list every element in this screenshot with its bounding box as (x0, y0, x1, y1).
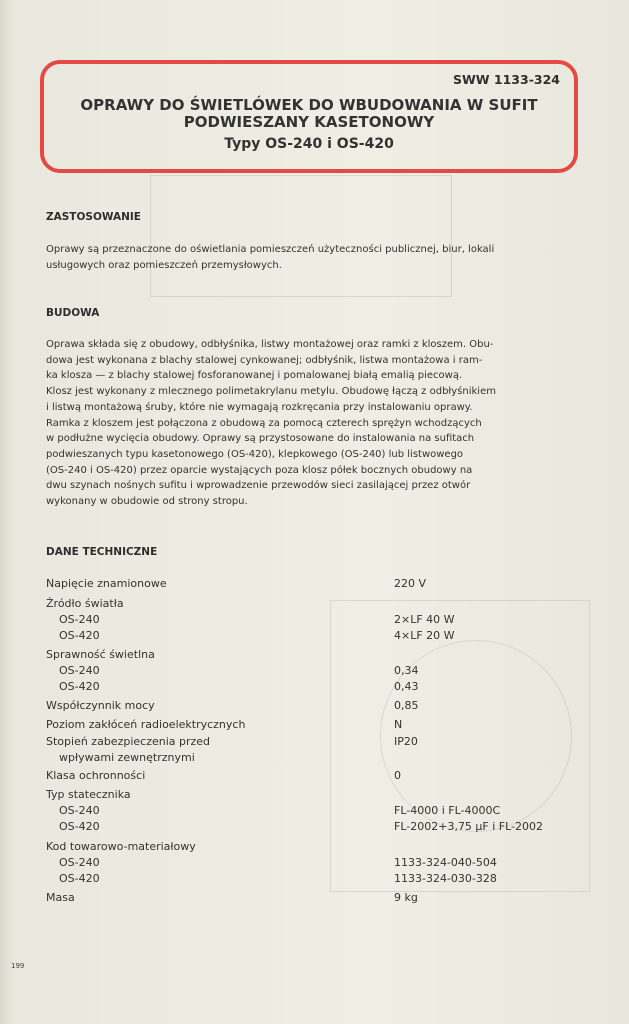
spec-label-masa: Masa (46, 891, 75, 904)
show-through-frame (330, 600, 590, 892)
page-number: 199 (11, 962, 25, 970)
text-line: podwieszanych typu kasetonowego (OS-420), klepkowego (OS-240) lub listwowego (46, 448, 464, 460)
spec-value-statecznik-os420: FL-2002+3,75 µF i FL-2002 (394, 820, 544, 833)
spec-label-os240: OS-240 (59, 804, 100, 817)
spec-label-os240: OS-240 (59, 664, 100, 677)
spec-value-masa: 9 kg (394, 891, 418, 904)
spec-value-kod-os240: 1133-324-040-504 (394, 856, 497, 869)
spec-value-kod-os420: 1133-324-030-328 (394, 872, 497, 885)
spec-label-os420: OS-420 (59, 680, 100, 693)
section-heading-zastosowanie: ZASTOSOWANIE (46, 211, 141, 223)
spec-label-kod-towarowy: Kod towarowo-materiałowy (46, 840, 196, 853)
spec-label-zrodlo-swiatla: Źródło światła (46, 597, 124, 610)
title-line-1: OPRAWY DO ŚWIETLÓWEK DO WBUDOWANIA W SUFIT (80, 96, 538, 114)
spec-value-zrodlo-os240: 2×LF 40 W (394, 613, 455, 626)
show-through-diagram (150, 175, 452, 297)
catalog-code: SWW 1133-324 (452, 72, 560, 87)
spec-value-zaklocenia: N (394, 718, 403, 731)
spec-label-os420: OS-420 (59, 629, 100, 642)
spec-label-sprawnosc: Sprawność świetlna (46, 648, 155, 661)
text-line: dowa jest wykonana z blachy stalowej cynkowanej; odbłyśnik, listwa montażowa i ram- (46, 354, 483, 366)
text-line: Oprawa składa się z obudowy, odbłyśnika, listwy montażowej oraz ramki z kloszem. Obu- (46, 339, 494, 350)
spec-value-zrodlo-os420: 4×LF 20 W (394, 629, 455, 642)
section-heading-budowa: BUDOWA (46, 307, 100, 319)
text-line: ka klosza — z blachy stalowej fosforanowanej i pomalowanej białą emalią piecową. (46, 370, 463, 382)
spec-value-sprawnosc-os420: 0,43 (394, 680, 419, 693)
spec-label-typ-statecznika: Typ statecznika (46, 788, 131, 801)
section-heading-dane-techniczne: DANE TECHNICZNE (46, 546, 158, 558)
spec-label-napiecie: Napięcie znamionowe (46, 577, 167, 590)
spec-label-wspolczynnik-mocy: Współczynnik mocy (46, 699, 155, 712)
spec-label-os240: OS-240 (59, 613, 100, 626)
section-text-zastosowanie (46, 242, 586, 273)
text-line: Klosz jest wykonany z mlecznego polimetakrylanu metylu. Obudowę łączą z odbłyśnikiem (46, 386, 496, 398)
text-line: w podłużne wycięcia obudowy. Oprawy są przystosowane do instalowania na sufitach (46, 433, 475, 445)
title-line-2: PODWIESZANY KASETONOWY (183, 113, 435, 131)
spec-label-os420: OS-420 (59, 820, 100, 833)
spec-label-stopien-zabezpieczenia: Stopień zabezpieczenia przed (46, 735, 211, 748)
spec-label-os240: OS-240 (59, 856, 100, 869)
spec-label-os420: OS-420 (59, 872, 100, 885)
section-text-budowa (46, 337, 586, 510)
header-frame (40, 60, 578, 173)
text-line: Ramka z kloszem jest połączona z obudową za pomocą czterech sprężyn wchodzących (46, 417, 482, 429)
spec-label-wplywy: wpływami zewnętrznymi (59, 751, 195, 764)
spec-value-wspolczynnik-mocy: 0,85 (394, 699, 419, 712)
spec-value-klasa-ochronnosci: 0 (394, 769, 401, 782)
spec-value-stopien-zabezpieczenia: IP20 (394, 735, 418, 748)
text-line: i listwą montażową śruby, które nie wymagają rozkręcania przy instalowaniu oprawy. (46, 401, 473, 413)
text-line: (OS-240 i OS-420) przez oparcie wystających poza klosz półek bocznych obudowy na (46, 464, 473, 476)
spec-value-statecznik-os240: FL-4000 i FL-4000C (394, 804, 501, 817)
spec-value-napiecie: 220 V (394, 577, 427, 590)
text-line: wykonany w obudowie od strony stropu. (46, 496, 248, 508)
text-line: usługowych oraz pomieszczeń przemysłowych. (46, 259, 282, 271)
document-subtitle: Typy OS-240 i OS-420 (224, 136, 394, 152)
text-line: Oprawy są przeznaczone do oświetlania pomieszczeń użyteczności publicznej, biur, lokali (46, 244, 495, 255)
document-title (44, 97, 574, 131)
spec-label-klasa-ochronnosci: Klasa ochronności (46, 769, 146, 782)
spec-value-sprawnosc-os240: 0,34 (394, 664, 419, 677)
text-line: dwu szynach nośnych sufitu i wprowadzenie przewodów sieci zasilającej przez otwór (46, 480, 471, 492)
spec-label-zaklocenia: Poziom zakłóceń radioelektrycznych (46, 718, 246, 731)
